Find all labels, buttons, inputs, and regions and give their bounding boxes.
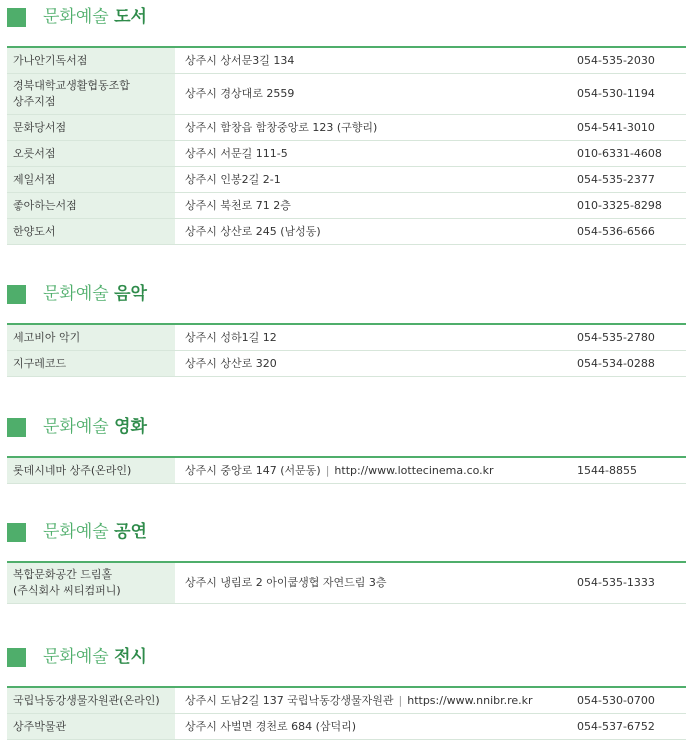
venue-name: 좋아하는서점 [7,193,175,218]
venue-phone: 1544-8855 [577,463,637,477]
venue-address: 상주시 서문길 111-5 [185,146,288,160]
section-title [43,416,147,438]
section-title [43,646,147,668]
venue-address: 상주시 성하1길 12 [185,330,277,344]
venue-address: 상주시 냉림로 2 아이쿱생협 자연드림 3층 [185,576,387,589]
venue-website-link[interactable]: http://www.lottecinema.co.kr [334,463,494,477]
listing-table [7,46,686,245]
listing-table [7,456,686,484]
table-row [7,48,686,74]
section-title [43,283,147,305]
venue-address-cell [175,167,571,192]
table-row [7,193,686,219]
venue-address: 상주시 상서문3길 134 [185,53,295,67]
table-row [7,714,686,740]
venue-address-cell [175,458,571,483]
section-marker-icon [7,285,26,304]
table-row [7,141,686,167]
section-title-prefix: 문화예술 [43,417,109,437]
venue-name [7,74,175,114]
section-title-category: 공연 [114,522,147,542]
section-heading [0,7,691,31]
venue-address-cell [175,714,571,739]
venue-address-cell [175,351,571,376]
section-marker-icon [7,8,26,27]
venue-phone: 054-534-0288 [577,356,655,370]
venue-address: 상주시 인봉2길 2-1 [185,172,281,186]
section-title-prefix: 문화예술 [43,7,109,27]
venue-name [7,563,175,603]
section-title-prefix: 문화예술 [43,647,109,667]
venue-name: 국립낙동강생물자원관(온라인) [7,688,175,713]
venue-address: 상주시 북천로 71 2층 [185,198,291,212]
venue-name: 한양도서 [7,219,175,244]
section-4 [0,647,691,733]
venue-phone: 054-535-2030 [577,53,655,67]
venue-name: 지구레코드 [7,351,175,376]
venue-phone: 010-3325-8298 [577,198,662,212]
section-title-category: 영화 [114,417,147,437]
venue-name: 상주박물관 [7,714,175,739]
venue-phone: 054-535-2780 [577,330,655,344]
listing-table [7,686,686,740]
venue-phone: 054-530-0700 [577,693,655,707]
venue-name: 문화당서점 [7,115,175,140]
table-row [7,351,686,377]
table-row [7,563,686,604]
section-title-category: 음악 [114,284,147,304]
section-heading [0,417,691,441]
section-marker-icon [7,418,26,437]
venue-address: 상주시 중앙로 147 (서문동) [185,463,321,477]
section-title-category: 도서 [114,7,147,27]
section-title-prefix: 문화예술 [43,522,109,542]
venue-address: 상주시 경상대로 2559 [185,87,295,100]
section-heading [0,647,691,671]
venue-address-cell [175,115,571,140]
venue-phone: 054-530-1194 [577,87,655,100]
venue-address: 상주시 상산로 320 [185,356,277,370]
section-heading [0,522,691,546]
venue-address-cell [175,219,571,244]
section-marker-icon [7,648,26,667]
venue-name: 제일서점 [7,167,175,192]
section-heading [0,284,691,308]
venue-address: 상주시 도남2길 137 국립낙동강생물자원관 [185,693,394,707]
venue-address-cell [175,48,571,73]
table-row [7,458,686,484]
table-row [7,688,686,714]
section-title [43,6,147,28]
listing-table [7,561,686,604]
venue-address-cell [175,563,571,603]
venue-address-cell [175,141,571,166]
separator: | [325,463,330,477]
venue-name-line: (주식회사 씨티컴퍼니) [13,584,121,597]
venue-address: 상주시 상산로 245 (남성동) [185,224,321,238]
section-2 [0,417,691,477]
venue-name: 가나안기독서점 [7,48,175,73]
table-row [7,325,686,351]
section-1 [0,284,691,370]
venue-phone: 054-535-2377 [577,172,655,186]
venue-name-line: 경북대학교생활협동조합 [13,79,130,92]
venue-phone: 054-541-3010 [577,120,655,134]
section-0 [0,7,691,238]
table-row [7,74,686,115]
venue-name: 롯데시네마 상주(온라인) [7,458,175,483]
section-marker-icon [7,523,26,542]
venue-name: 오릇서점 [7,141,175,166]
venue-phone: 054-535-1333 [577,576,655,589]
venue-name-line: 상주지점 [13,95,56,108]
venue-name: 세고비아 악기 [7,325,175,350]
venue-phone: 054-536-6566 [577,224,655,238]
venue-address: 상주시 함창읍 함창중앙로 123 (구향리) [185,120,378,134]
venue-name-line: 복합문화공간 드림홀 [13,568,113,581]
section-3 [0,522,691,597]
table-row [7,219,686,245]
venue-address-cell [175,325,571,350]
venue-address: 상주시 사벌면 경천로 684 (삼덕리) [185,719,357,733]
venue-address-cell [175,688,571,713]
venue-phone: 010-6331-4608 [577,146,662,160]
table-row [7,167,686,193]
section-title-prefix: 문화예술 [43,284,109,304]
venue-website-link[interactable]: https://www.nnibr.re.kr [407,693,533,707]
listing-table [7,323,686,377]
venue-phone: 054-537-6752 [577,719,655,733]
separator: | [398,693,403,707]
section-title [43,521,147,543]
venue-address-cell [175,74,571,114]
table-row [7,115,686,141]
section-title-category: 전시 [114,647,147,667]
venue-address-cell [175,193,571,218]
